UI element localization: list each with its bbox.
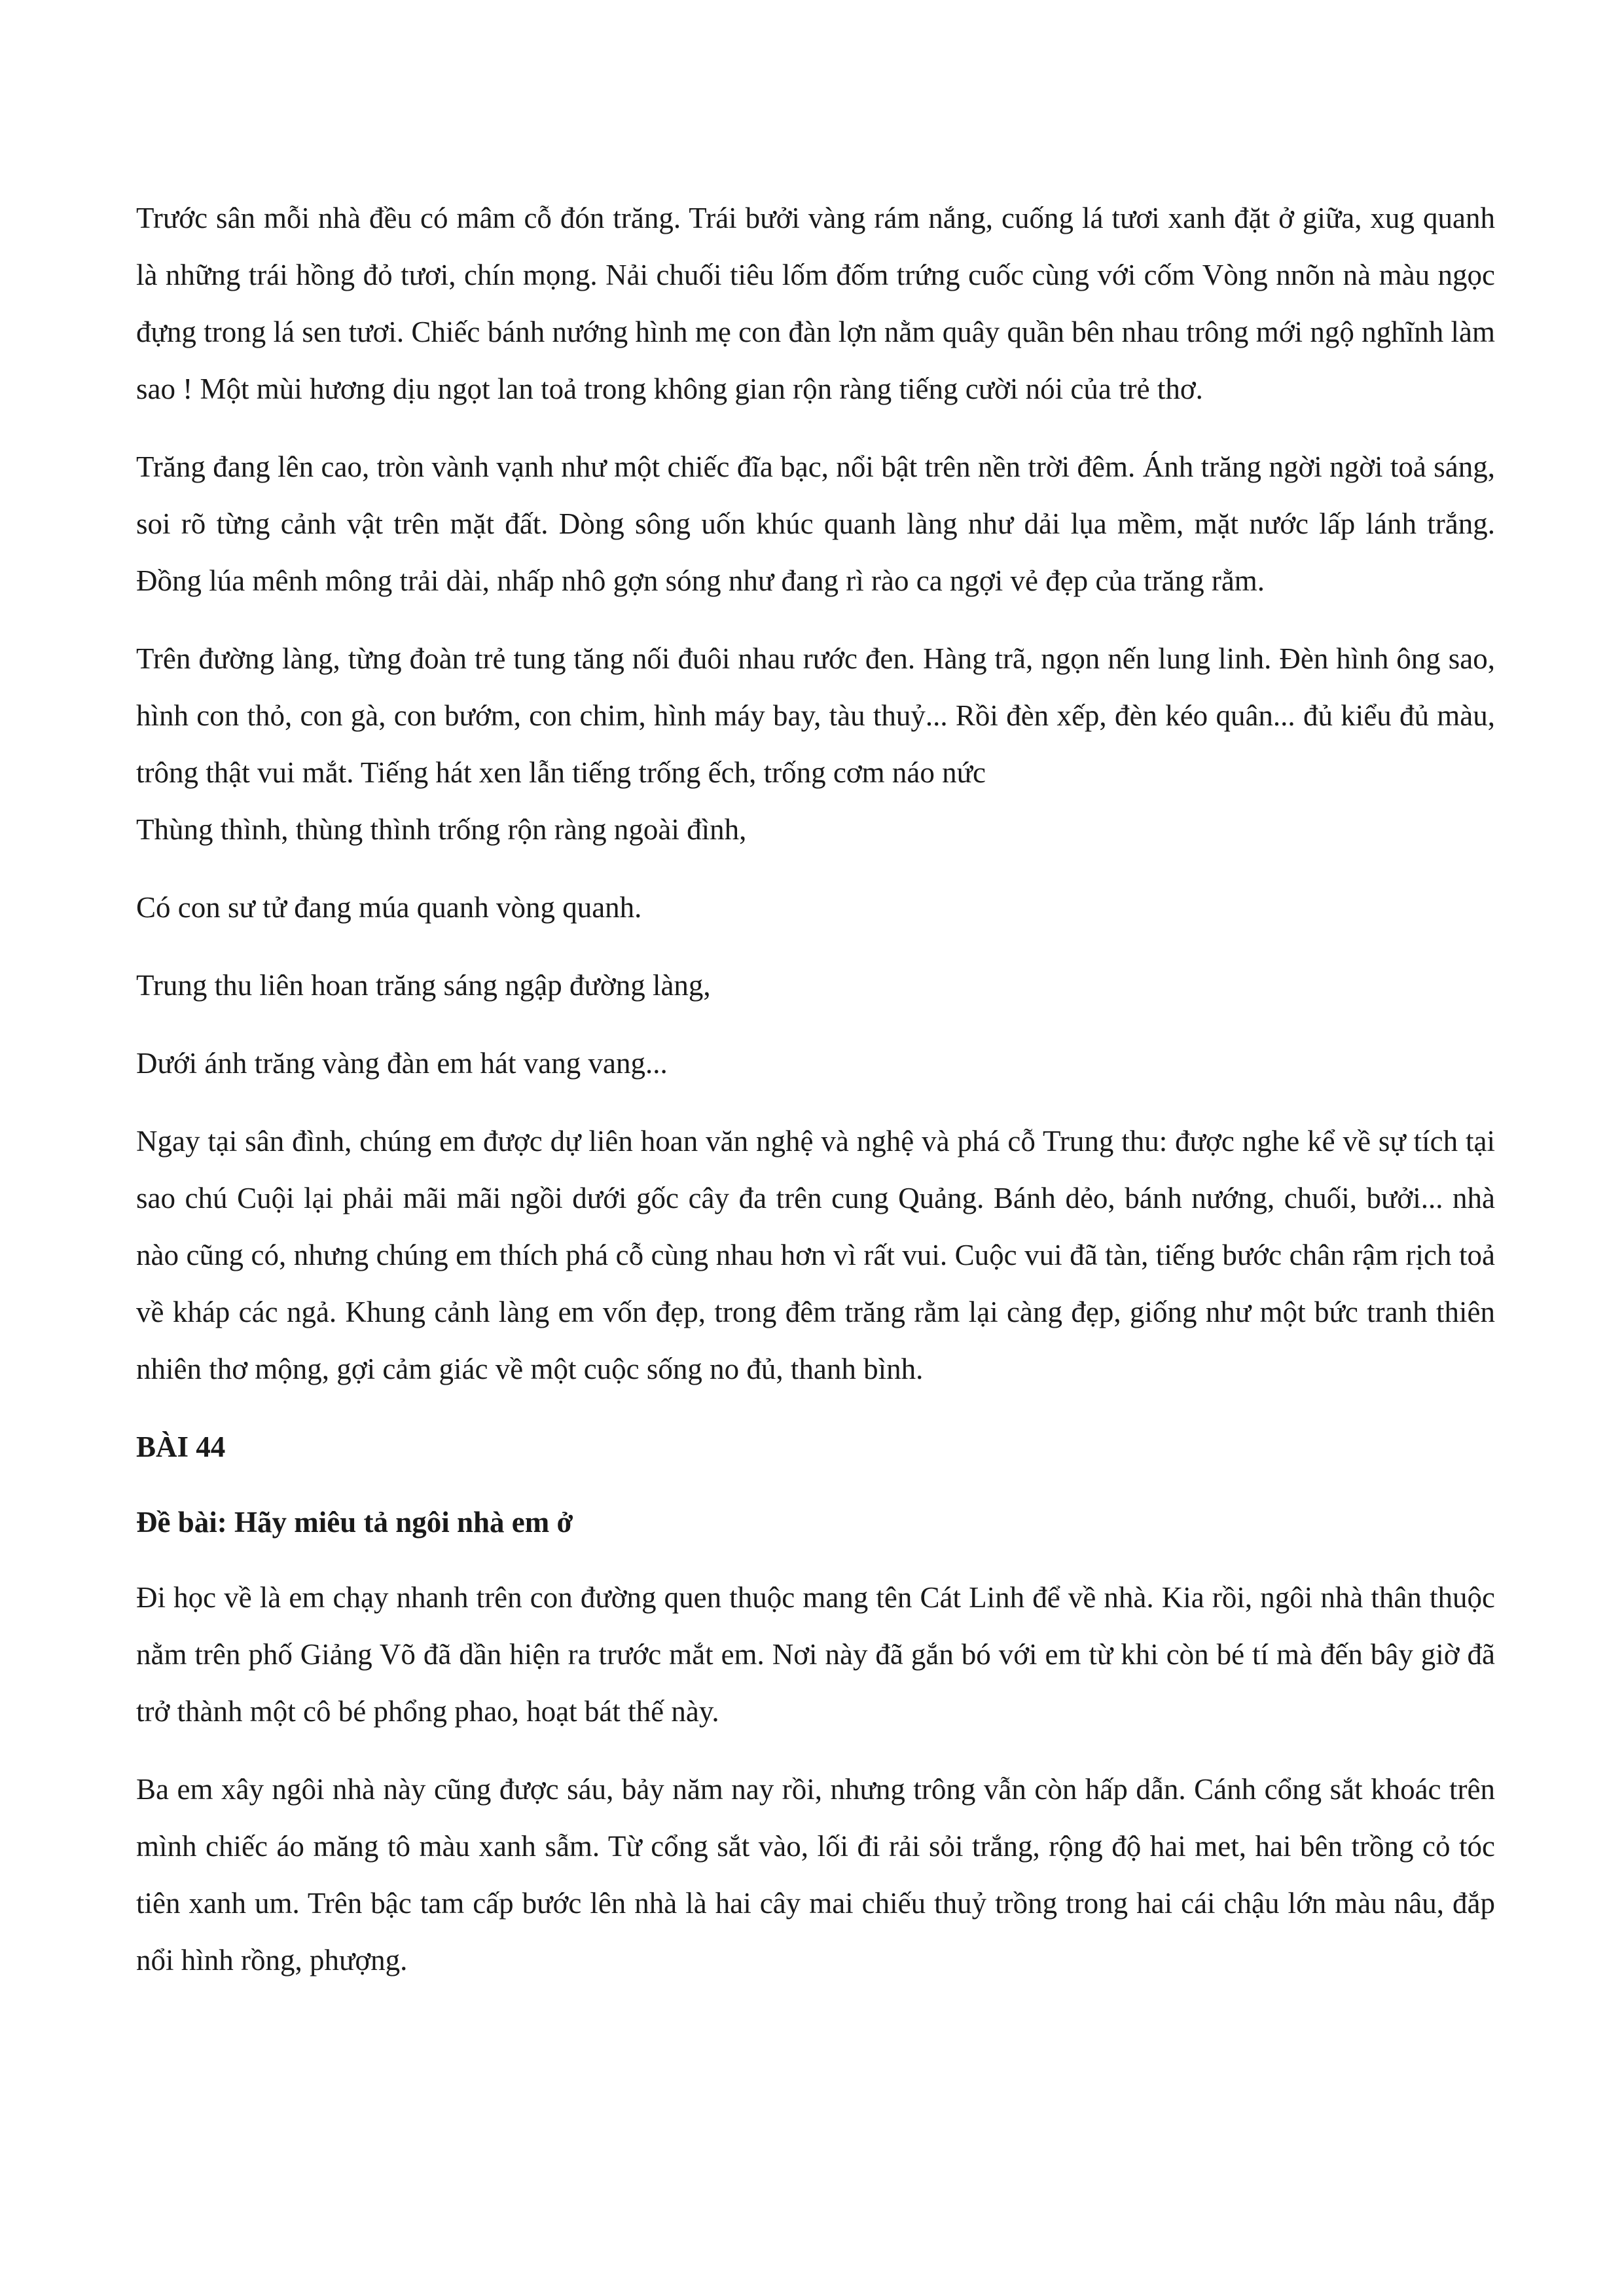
verse-line-1: Thùng thình, thùng thình trống rộn ràng ngoài đình, [136, 813, 747, 846]
section-prompt: Đề bài: Hãy miêu tả ngôi nhà em ở [136, 1506, 573, 1539]
paragraph-way-home: Đi học về là em chạy nhanh trên con đường quen thuộc mang tên Cát Linh để về nhà. Kia rồi, ngôi nhà thân thuộc nằm trên phố Giảng Võ đã dần hiện ra trước mắt em. Nơi này đã gắn bó với em từ khi còn bé tí mà đến bây giờ đã trở thành một cô bé phổng phao, hoạt bát thế này. [136, 1581, 1495, 1728]
verse-line-2: Có con sư tử đang múa quanh vòng quanh. [136, 891, 642, 924]
section-title: BÀI 44 [136, 1430, 226, 1463]
verse-line-3: Trung thu liên hoan trăng sáng ngập đường làng, [136, 969, 711, 1002]
paragraph-lantern-procession: Trên đường làng, từng đoàn trẻ tung tăng nối đuôi nhau rước đen. Hàng trã, ngọn nến lung linh. Đèn hình ông sao, hình con thỏ, con gà, con bướm, con chim, hình máy bay, tàu thuỷ... Rồi đèn xếp, đèn kéo quân... đủ kiểu đủ màu, trông thật vui mắt. Tiếng hát xen lẫn tiếng trống ếch, trống cơm náo nức [136, 642, 1495, 789]
paragraph-house-gate: Ba em xây ngôi nhà này cũng được sáu, bảy năm nay rồi, nhưng trông vẫn còn hấp dẫn. Cánh cổng sắt khoác trên mình chiếc áo măng tô màu xanh sẫm. Từ cổng sắt vào, lối đi rải sỏi trắng, rộng độ hai met, hai bên trồng cỏ tóc tiên xanh um. Trên bậc tam cấp bước lên nhà là hai cây mai chiếu thuỷ trồng trong hai cái chậu lớn màu nâu, đắp nổi hình rồng, phượng. [136, 1773, 1495, 1977]
paragraph-moon-feast: Trước sân mỗi nhà đều có mâm cỗ đón trăng. Trái bưởi vàng rám nắng, cuống lá tươi xanh đặt ở giữa, xug quanh là những trái hồng đỏ tươi, chín mọng. Nải chuối tiêu lốm đốm trứng cuốc cùng với cốm Vòng nnõn nà màu ngọc đựng trong lá sen tươi. Chiếc bánh nướng hình mẹ con đàn lợn nằm quây quần bên nhau trông mới ngộ nghĩnh làm sao ! Một mùi hương dịu ngọt lan toả trong không gian rộn ràng tiếng cười nói của trẻ thơ. [136, 202, 1495, 405]
document-page [136, 190, 1495, 2010]
paragraph-festival: Ngay tại sân đình, chúng em được dự liên hoan văn nghệ và nghệ và phá cỗ Trung thu: được nghe kể về sự tích tại sao chú Cuội lại phải mãi mãi ngồi dưới gốc cây đa trên cung Quảng. Bánh dẻo, bánh nướng, chuối, bưởi... nhà nào cũng có, nhưng chúng em thích phá cỗ cùng nhau hơn vì rất vui. Cuộc vui đã tàn, tiếng bước chân rậm rịch toả về kháp các ngả. Khung cảnh làng em vốn đẹp, trong đêm trăng rằm lại càng đẹp, giống như một bức tranh thiên nhiên thơ mộng, gợi cảm giác về một cuộc sống no đủ, thanh bình. [136, 1125, 1495, 1385]
verse-line-4: Dưới ánh trăng vàng đàn em hát vang vang... [136, 1047, 668, 1080]
paragraph-moonrise: Trăng đang lên cao, tròn vành vạnh như một chiếc đĩa bạc, nổi bật trên nền trời đêm. Ánh trăng ngời ngời toả sáng, soi rõ từng cảnh vật trên mặt đất. Dòng sông uốn khúc quanh làng như dải lụa mềm, mặt nước lấp lánh trắng. Đồng lúa mênh mông trải dài, nhấp nhô gợn sóng như đang rì rào ca ngợi vẻ đẹp của trăng rằm. [136, 450, 1495, 597]
